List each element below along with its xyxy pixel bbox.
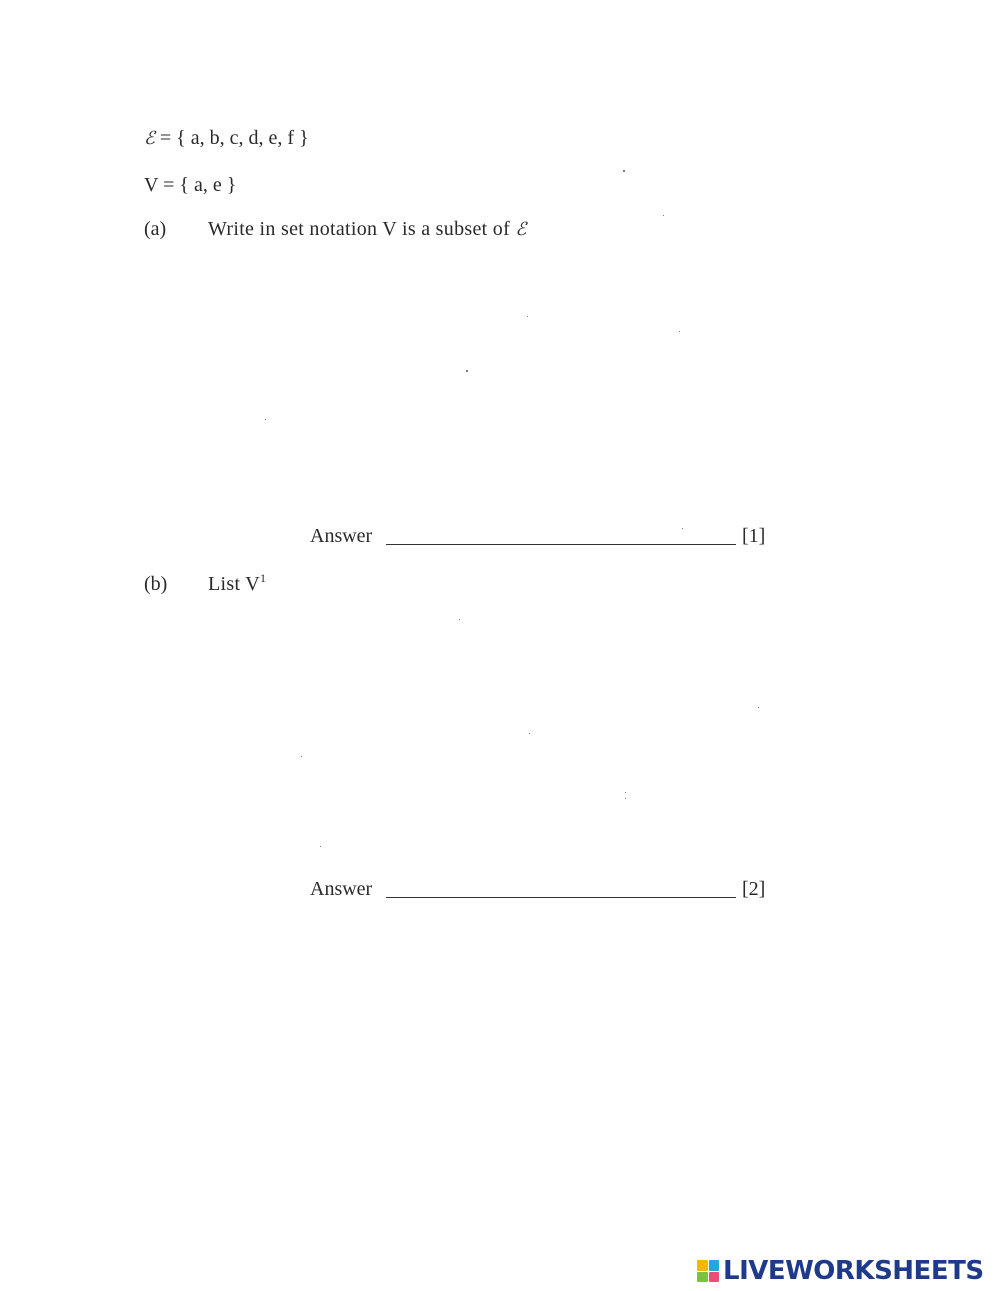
scan-speck bbox=[625, 792, 626, 793]
question-b-marks: [2] bbox=[742, 878, 766, 900]
scan-speck bbox=[301, 756, 302, 757]
universal-set-symbol: ℰ bbox=[144, 128, 155, 149]
universal-set-definition bbox=[144, 126, 309, 151]
scan-speck bbox=[625, 798, 626, 799]
liveworksheets-logo bbox=[697, 1257, 984, 1285]
question-a-marks: [1] bbox=[742, 525, 766, 547]
question-b-prompt: List V bbox=[208, 573, 260, 595]
question-a-label: (a) bbox=[144, 218, 167, 240]
set-v-definition: V = { a, e } bbox=[144, 174, 237, 196]
liveworksheets-logo-icon bbox=[697, 1260, 719, 1282]
question-b-text bbox=[208, 572, 266, 596]
scan-speck bbox=[663, 215, 664, 216]
question-a-prompt: Write in set notation V is a subset of bbox=[208, 218, 516, 240]
scan-speck bbox=[682, 528, 683, 529]
question-a-answer-input[interactable] bbox=[386, 526, 736, 545]
scan-speck bbox=[466, 370, 468, 372]
scan-speck bbox=[265, 419, 266, 420]
universal-set-symbol-inline: ℰ bbox=[515, 219, 527, 240]
question-b-answer-row bbox=[310, 877, 780, 901]
scan-speck bbox=[320, 846, 321, 847]
question-b-answer-label: Answer bbox=[310, 878, 373, 900]
universal-set-elements: = { a, b, c, d, e, f } bbox=[154, 127, 309, 149]
question-b-label: (b) bbox=[144, 573, 168, 595]
scan-speck bbox=[623, 170, 625, 172]
scan-speck bbox=[679, 331, 680, 332]
question-a-answer-row bbox=[310, 524, 780, 548]
scan-speck bbox=[758, 707, 759, 708]
scan-speck bbox=[529, 733, 530, 734]
scan-speck bbox=[459, 619, 460, 620]
question-b-answer-input[interactable] bbox=[386, 879, 736, 898]
question-a-answer-label: Answer bbox=[310, 525, 373, 547]
complement-superscript: 1 bbox=[260, 571, 267, 585]
question-a-text bbox=[208, 217, 527, 242]
liveworksheets-logo-text: LIVEWORKSHEETS bbox=[723, 1256, 984, 1286]
scan-speck bbox=[527, 316, 528, 317]
